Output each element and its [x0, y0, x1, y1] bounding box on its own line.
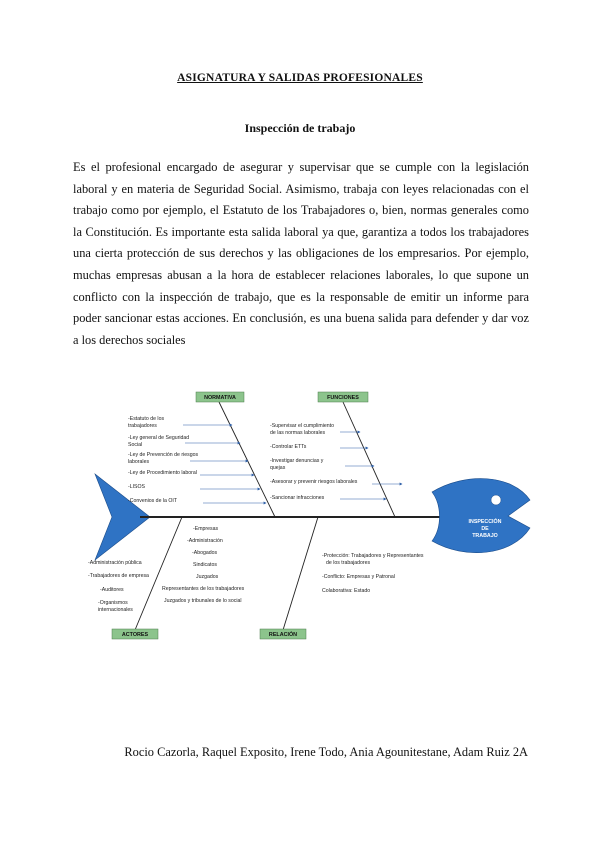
actores-left-item-2: -Trabajadores de empresa	[88, 573, 149, 579]
category-actores	[112, 629, 158, 639]
normativa-item-2a: -Ley general de Seguridad	[128, 435, 190, 441]
actores-right-item-7: Juzgados y tribunales de lo social	[164, 598, 242, 604]
actores-right-item-3: -Abogados	[192, 550, 218, 556]
category-funciones	[318, 392, 368, 402]
normativa-item-1b: trabajadores	[128, 423, 157, 429]
relacion-item-3: Colaborativa: Estado	[322, 588, 371, 594]
actores-right-item-6: Representantes de los trabajadores	[162, 586, 245, 592]
category-funciones-label: FUNCIONES	[327, 395, 359, 401]
category-normativa	[196, 392, 244, 402]
actores-left-item-1: -Administración pública	[88, 560, 142, 566]
actores-left-item-3: -Auditores	[100, 587, 124, 593]
category-relacion-label: RELACIÓN	[268, 632, 298, 638]
actores-left-items	[88, 560, 149, 613]
normativa-item-3a: -Ley de Prevención de riesgos	[128, 452, 199, 458]
relacion-items	[322, 553, 424, 594]
relacion-item-2: -Conflicto: Empresas y Patronal	[322, 574, 395, 580]
document-subtitle: Inspección de trabajo	[244, 121, 356, 135]
normativa-item-1a: -Estatuto de los	[128, 416, 165, 422]
normativa-item-3b: laborales	[128, 459, 150, 465]
actores-left-item-4a: -Organismos	[98, 600, 128, 606]
funciones-item-1b: de las normas laborales	[270, 430, 326, 436]
actores-right-item-2: -Administración	[187, 538, 223, 544]
normativa-item-5: -LISOS	[128, 484, 146, 490]
head-label-3: TRABAJO	[472, 533, 498, 539]
funciones-item-4: -Asesorar y prevenir riesgos laborales	[270, 479, 358, 485]
document-title: ASIGNATURA Y SALIDAS PROFESIONALES	[177, 72, 423, 84]
funciones-item-5: -Sancionar infracciones	[270, 495, 325, 501]
normativa-items	[128, 416, 266, 504]
normativa-item-4: -Ley de Procedimiento laboral	[128, 470, 197, 476]
actores-right-item-5: Juzgados	[196, 574, 219, 580]
actores-right-item-4: Sindicatos	[193, 562, 217, 568]
actores-right-items	[162, 526, 245, 604]
body-paragraph: Es el profesional encargado de asegurar y supervisar que se cumple con la legislación laboral y en materia de Seguridad Social. Asimismo, trabaja con leyes relacionadas con el trabajo como por ejemplo, el Estatuto de los Trabajadores o, bien, normas generales como la Constitución. Es importante esta salida laboral ya que, garantiza a todos los trabajadores una cierta protección de sus derechos y las obligaciones de los empresarios. Por ejemplo, muchas empresas abusan a la hora de establecer relaciones laborales, lo que supone un conflicto con la inspección de trabajo, que es la responsable de emitir un informe para poder sancionar estas acciones. En conclusión, es una buena salida para defender y dar voz a los derechos sociales	[73, 160, 529, 347]
funciones-item-2: -Controlar ETTs	[270, 444, 307, 450]
head-label-2: DE	[481, 526, 489, 532]
category-normativa-label: NORMATIVA	[204, 395, 236, 401]
head-label-1: INSPECCIÓN	[468, 519, 502, 525]
category-actores-label: ACTORES	[121, 632, 149, 638]
normativa-item-2b: Social	[128, 442, 143, 448]
bone-relacion	[283, 517, 318, 630]
funciones-item-3a: -Investigar denuncias y	[270, 458, 324, 464]
fish-eye	[491, 495, 501, 505]
fish-head	[432, 479, 530, 553]
relacion-item-1a: -Protección: Trabajadores y Representantes	[322, 553, 424, 559]
funciones-item-3b: quejas	[270, 465, 286, 471]
actores-right-item-1: -Empresas	[193, 526, 219, 532]
bone-funciones	[343, 402, 395, 517]
category-relacion	[260, 629, 306, 639]
actores-left-item-4b: internacionales	[98, 607, 133, 613]
relacion-item-1b: de los trabajadores	[326, 560, 371, 566]
authors-line: Rocio Cazorla, Raquel Exposito, Irene Todo, Ania Agounitestane, Adam Ruiz 2A	[124, 745, 528, 759]
funciones-item-1a: -Supervisar el cumplimiento	[270, 423, 335, 429]
normativa-item-6: -Convenios de la OIT	[128, 498, 178, 504]
bone-normativa	[219, 402, 275, 517]
